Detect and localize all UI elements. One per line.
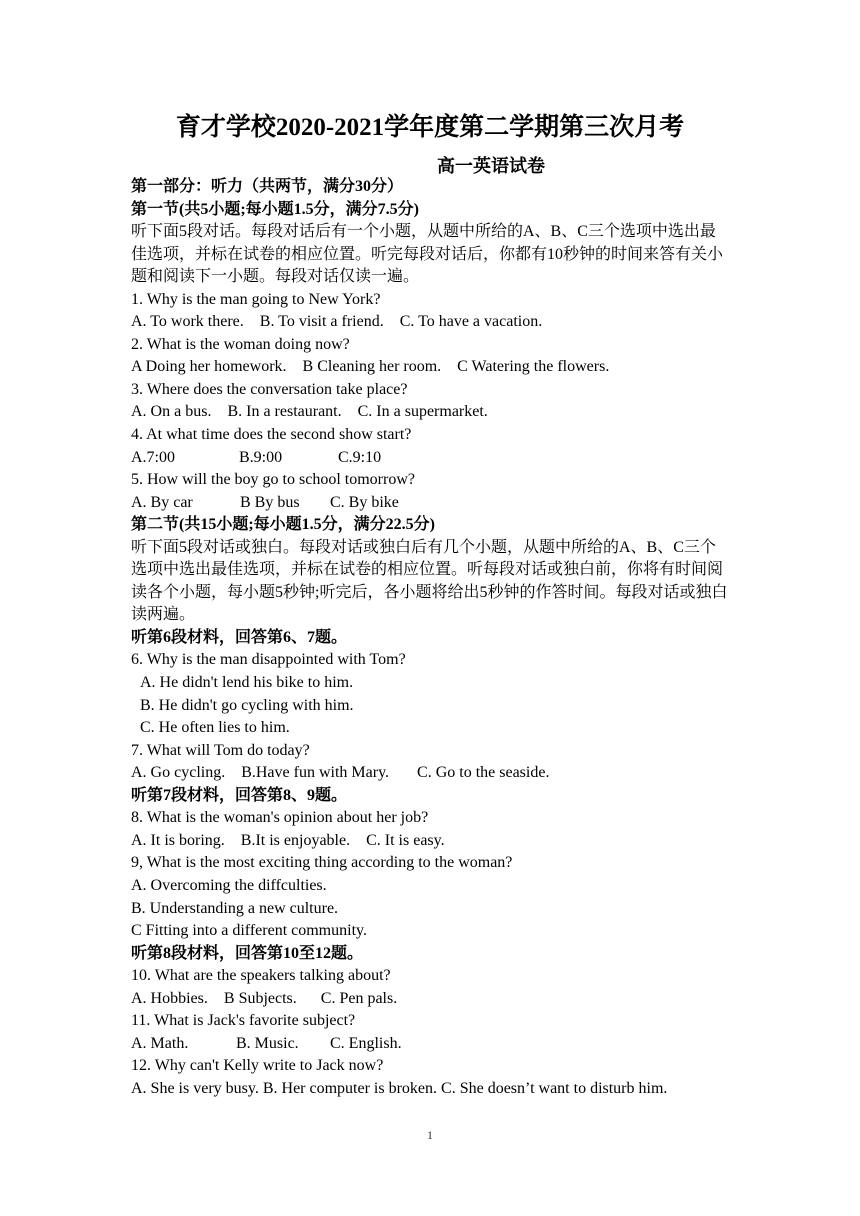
material-7-heading: 听第7段材料，回答第8、9题。 [131, 786, 348, 804]
question-12-option-a: A. She is very busy. [131, 1079, 259, 1097]
question-8-options [131, 830, 731, 853]
question-2-option-c: C Watering the flowers. [457, 358, 610, 376]
question-11-options [131, 1033, 731, 1056]
question-7-option-c: C. Go to the seaside. [417, 764, 550, 782]
section2-heading: 第二节(共15小题;每小题1.5分，满分22.5分) [131, 516, 435, 534]
question-10-stem: 10. What are the speakers talking about? [131, 967, 391, 985]
question-8-option-c: C. It is easy. [366, 831, 445, 849]
question-12-option-b: B. Her computer is broken. [262, 1079, 438, 1097]
question-7-options [131, 762, 731, 785]
question-11-option-b: B. Music. [236, 1034, 299, 1052]
question-10-option-c: C. Pen pals. [320, 989, 398, 1007]
question-10-option-b: B Subjects. [223, 989, 297, 1007]
question-6-option-a: A. He didn't lend his bike to him. [140, 674, 354, 692]
question-8-option-a: A. It is boring. [131, 831, 225, 849]
question-1-option-b: B. To visit a friend. [259, 313, 384, 331]
question-7-option-a: A. Go cycling. [131, 764, 226, 782]
question-2-option-a: A Doing her homework. [131, 358, 287, 376]
question-5-option-c: C. By bike [330, 493, 399, 511]
question-3-option-a: A. On a bus. [131, 403, 212, 421]
question-9-option-a: A. Overcoming the diffculties. [131, 876, 327, 894]
question-5-option-b: B By bus [240, 493, 300, 511]
question-11-stem: 11. What is Jack's favorite subject? [131, 1012, 356, 1030]
question-12-option-c: C. She doesn’t want to disturb him. [441, 1079, 668, 1097]
question-10-options [131, 988, 731, 1011]
material-8-heading: 听第8段材料，回答第10至12题。 [131, 944, 364, 962]
question-5-options [131, 492, 731, 515]
question-1-stem: 1. Why is the man going to New York? [131, 290, 381, 308]
part1-heading: 第一部分：听力（共两节，满分30分） [131, 178, 404, 195]
question-6-stem: 6. Why is the man disappointed with Tom? [131, 651, 406, 669]
question-5-stem: 5. How will the boy go to school tomorrow? [131, 471, 415, 489]
question-11-option-c: C. English. [330, 1034, 402, 1052]
question-6-option-c: C. He often lies to him. [140, 719, 290, 737]
question-2-option-b: B Cleaning her room. [302, 358, 442, 376]
exam-subtitle: 高一英语试卷 [437, 156, 545, 176]
question-1-options [131, 311, 731, 334]
question-5-option-a: A. By car [131, 493, 193, 511]
question-12-stem: 12. Why can't Kelly write to Jack now? [131, 1057, 384, 1075]
question-2-options [131, 356, 731, 379]
question-7-option-b: B.Have fun with Mary. [241, 764, 390, 782]
question-12-options [131, 1078, 731, 1101]
material-6-heading: 听第6段材料，回答第6、7题。 [131, 628, 348, 646]
question-8-stem: 8. What is the woman's opinion about her job? [131, 809, 429, 827]
section1-heading: 第一节(共5小题;每小题1.5分，满分7.5分) [131, 200, 419, 218]
question-3-options [131, 401, 731, 424]
section1-instructions: 听下面5段对话。每段对话后有一个小题，从题中所给的A、B、C三个选项中选出最佳选项，并标在试卷的相应位置。听完每段对话后，你都有10秒钟的时间来答有关小题和阅读下一小题。每段对话仅读一遍。 [131, 223, 724, 286]
question-11-option-a: A. Math. [131, 1034, 189, 1052]
question-4-option-b: B.9:00 [239, 448, 283, 466]
question-3-option-c: C. In a supermarket. [357, 403, 488, 421]
question-6-option-b: B. He didn't go cycling with him. [140, 696, 354, 714]
section2-instructions: 听下面5段对话或独白。每段对话或独白后有几个小题，从题中所给的A、B、C三个选项中选出最佳选项，并标在试卷的相应位置。听每段对话或独白前，你将有时间阅读各个小题，每小题5秒钟;听完后，各小题将给出5秒钟的作答时间。每段对话或独白读两遍。 [131, 538, 728, 624]
question-8-option-b: B.It is enjoyable. [240, 831, 351, 849]
question-1-option-c: C. To have a vacation. [399, 313, 543, 331]
question-4-stem: 4. At what time does the second show start? [131, 426, 412, 444]
question-4-option-a: A.7:00 [131, 448, 175, 466]
exam-body [131, 176, 731, 1100]
question-7-stem: 7. What will Tom do today? [131, 741, 310, 759]
question-1-option-a: A. To work there. [131, 313, 244, 331]
question-2-stem: 2. What is the woman doing now? [131, 335, 350, 353]
question-10-option-a: A. Hobbies. [131, 989, 208, 1007]
question-4-option-c: C.9:10 [338, 448, 382, 466]
question-4-options [131, 447, 731, 470]
exam-title: 育才学校2020-2021学年度第二学期第三次月考 [175, 114, 685, 141]
question-9-option-c: C Fitting into a different community. [131, 922, 367, 940]
question-9-stem: 9, What is the most exciting thing according to the woman? [131, 854, 513, 872]
question-9-option-b: B. Understanding a new culture. [131, 899, 339, 917]
question-3-option-b: B. In a restaurant. [227, 403, 342, 421]
page-number: 1 [427, 1128, 433, 1142]
question-3-stem: 3. Where does the conversation take place? [131, 380, 408, 398]
